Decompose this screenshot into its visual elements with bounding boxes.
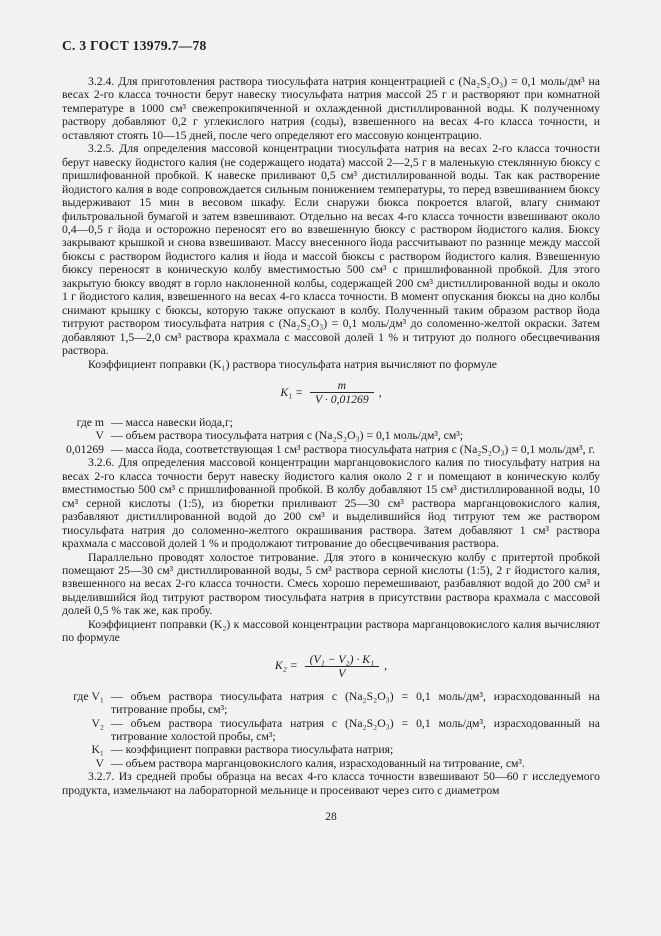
- page-content: [62, 38, 600, 823]
- page-header: С. 3 ГОСТ 13979.7—78: [62, 38, 207, 53]
- definition-term: K₁: [91, 743, 104, 757]
- formula-lhs: K₁ =: [280, 385, 304, 399]
- formula-k2: [62, 653, 600, 681]
- page-number: 28: [325, 811, 337, 824]
- definition-term: V: [95, 756, 104, 770]
- document-body: [62, 75, 600, 797]
- definition-text: — объем раствора тиосульфата натрия c (Na₂S₂O₃) = 0,1 моль/дм³, израсходованный на титрование холостой пробы, см³;: [111, 716, 600, 744]
- definition-row: [62, 757, 600, 770]
- definition-term: где m: [76, 415, 104, 429]
- definition-row: [62, 416, 600, 429]
- formula-suffix: ,: [384, 659, 388, 673]
- formula-lhs: K₂ =: [274, 659, 298, 673]
- paragraph: Коэффициент поправки (K₂) к массовой концентрации раствора марганцовокислого калия вычисляют по формуле: [62, 617, 600, 645]
- definition-text: — объем раствора тиосульфата натрия c (Na₂S₂O₃) = 0,1 моль/дм³, см³;: [111, 429, 464, 443]
- paragraph: Коэффициент поправки (K₁) раствора тиосульфата натрия вычисляют по формуле: [88, 357, 497, 371]
- fraction-numerator: m: [337, 378, 347, 392]
- definition-row: [62, 429, 600, 442]
- fraction-denominator: V: [305, 666, 380, 681]
- paragraph: 3.2.6. Для определения массовой концентрации марганцовокислого калия по тиосульфату натрия на весах 2-го класса точности берут навеску йодистого калия около 2 г и помещают в коническую колбу вместимостью 500 см³ с пришлифованной пробкой. В колбу добавляют 15 см³ дистиллированной воды, 10 см³ серной кислоты (1:5), из бюретки приливают 25—30 см³ раствора марганцовокислого калия, разбавляют дистиллированной водой до 200 см³ и выделившийся йод титруют тем же раствором тиосульфата натрия до соломенно-желтого окрашивания раствора. Затем добавляют 1 см³ раствора крахмала с массовой долей 1 % и продолжают титрование до обесцвечивания раствора.: [62, 456, 600, 551]
- definition-term: 0,01269: [66, 442, 104, 456]
- fraction: [305, 653, 380, 681]
- definition-text: — коэффициент поправки раствора тиосульфата натрия;: [111, 743, 394, 757]
- definition-row: [62, 743, 600, 756]
- fraction: [310, 379, 374, 407]
- formula-suffix: ,: [378, 385, 382, 399]
- definition-term: V₂: [91, 716, 104, 730]
- definition-row: [62, 690, 600, 717]
- definition-text: — объем раствора тиосульфата натрия c (Na₂S₂O₃) = 0,1 моль/дм³, израсходованный на титрование пробы, см³;: [111, 689, 600, 717]
- paragraph: 3.2.4. Для приготовления раствора тиосульфата натрия концентрацией c (Na₂S₂O₃) = 0,1 моль/дм³ на весах 2-го класса точности берут навеску тиосульфата натрия массой 25 г и растворяют при комнатной температуре в 1000 см³ свежепрокипяченной и охлажденной дистиллированной воды. К полученному раствору добавляют 0,2 г углекислого натрия (соды), взвешенного на весах 4-го класса точности, и оставляют стоять 10—15 дней, после чего определяют его массовую концентрацию.: [62, 75, 600, 142]
- fraction-denominator: V · 0,01269: [310, 392, 374, 407]
- paragraph: 3.2.7. Из средней пробы образца на весах 4-го класса точности взвешивают 50—60 г исследуемого продукта, измельчают на лабораторной мельнице и просеивают через сито с диаметром: [62, 770, 600, 797]
- formula-k1: [62, 379, 600, 407]
- fraction-numerator: (V₁ − V₂) · K₁: [309, 652, 375, 666]
- definition-row: [62, 443, 600, 456]
- definition-term: V: [95, 429, 104, 443]
- paragraph: 3.2.5. Для определения массовой концентрации тиосульфата натрия на весах 2-го класса точности берут навеску йодистого калия (не содержащего иодата) массой 2—2,5 г в маленькую стеклянную бюксу с пришлифованной пробкой. К навеске приливают 0,5 см³ дистиллированной воды. Так как растворение йодистого калия в воде сопровождается сильным понижением температуры, то перед взвешиванием бюксу выдерживают 15 мин в весовом шкафу. Если снаружи бюкса покроется влагой, влагу снимают фильтровальной бумагой и затем взвешивают. Отдельно на весах 4-го класса точности взвешивают около 0,4—0,5 г йода и осторожно переносят его во взвешенную бюксу с раствором йодистого калия. Бюксу закрывают крышкой и снова взвешивают. Массу внесенного йода рассчитывают по разнице между массой бюксы с раствором йодистого калия и йода и массой бюксы с раствором йодистого калия. Взвешенную бюксу переносят в коническую колбу вместимостью 500 см³ с пришлифованной пробкой. Для этого закрытую бюксу вводят в горло наклоненной колбы, содержащей 200 см³ дистиллированной воды и около 1 г йодистого калия, взвешенного на весах 4-го класса точности. В момент опускания бюксы на дно колбы снимают крышку с бюксы, которую также опускают в колбу. Полученный таким образом раствор йода титруют раствором тиосульфата натрия c (Na₂S₂O₃) = 0,1 моль/дм³ до соломенно-желтой окраски. Затем добавляют 1,5—2,0 см³ раствора крахмала с массовой долей 1 % и титруют до полного обесцвечивания раствора.: [62, 142, 600, 358]
- definition-text: — масса йода, соответствующая 1 см³ раствора тиосульфата натрия c (Na₂S₂O₃) = 0,1 моль/дм³, г.: [111, 442, 595, 456]
- definition-row: [62, 717, 600, 744]
- paragraph: Параллельно проводят холостое титрование. Для этого в коническую колбу с притертой пробкой помещают 25—30 см³ дистиллированной воды, 5 см³ раствора серной кислоты (1:5), 2 г йодистого калия, взвешенного на весах 2-го класса точности. Смесь хорошо перемешивают, разбавляют водой до 200 см³ и выделившийся йод титруют раствором тиосульфата натрия в присутствии раствора крахмала с массовой долей 0,5 % так же, как пробу.: [62, 550, 600, 618]
- definition-text: — объем раствора марганцовокислого калия, израсходованный на титрование, см³.: [111, 756, 525, 770]
- definition-list: [62, 690, 600, 771]
- definition-term: где V₁: [73, 689, 104, 703]
- definition-text: — масса навески йода,г;: [111, 415, 234, 429]
- definition-list: [62, 416, 600, 456]
